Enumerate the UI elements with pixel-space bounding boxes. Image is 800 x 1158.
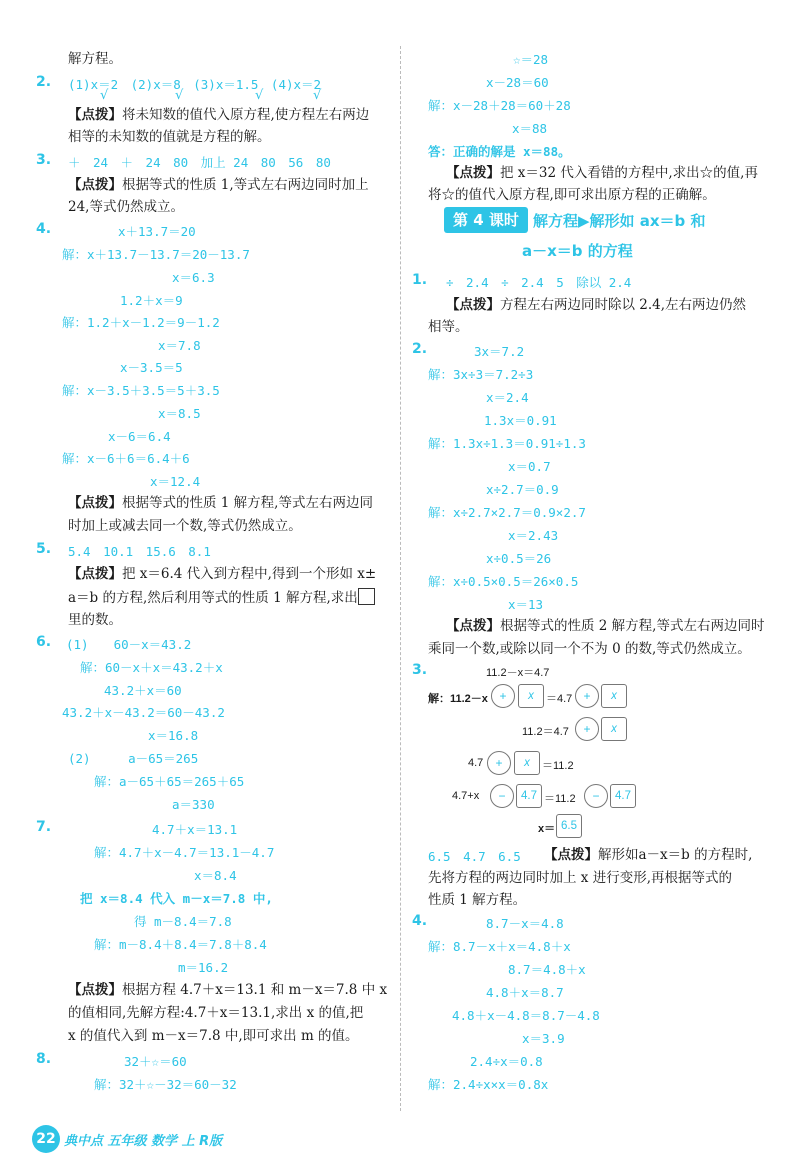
tip-label: 【点拨】 bbox=[446, 297, 500, 313]
equation-line: 43.2＋x－43.2＝60－43.2 bbox=[62, 705, 225, 720]
equation-line: ＝11.2 bbox=[544, 793, 576, 805]
equation-line: 4.8＋x＝8.7 bbox=[486, 985, 564, 1000]
equation-line: x＝3.9 bbox=[522, 1031, 565, 1046]
q4-number: 4. bbox=[36, 221, 52, 237]
equation-line: 解：x÷2.7×2.7＝0.9×2.7 bbox=[428, 505, 586, 520]
equation-line: 解：32＋☆－32＝60－32 bbox=[94, 1077, 237, 1092]
equation-line: 8.7－x＝4.8 bbox=[486, 916, 564, 931]
q3-number: 3. bbox=[36, 152, 52, 168]
equation-line: ＝4.7 bbox=[546, 693, 573, 705]
q7-number: 7. bbox=[36, 819, 52, 835]
q7-tip-cont2: x 的值代入到 m－x＝7.8 中,即可求出 m 的值。 bbox=[68, 1028, 359, 1044]
q3-answers: ＋ 24 ＋ 24 80 加上 24 80 56 80 bbox=[68, 155, 331, 170]
equation-line: 1.3x＝0.91 bbox=[484, 413, 557, 428]
page-number: 22 bbox=[32, 1125, 60, 1153]
equation-line: 2.4÷x＝0.8 bbox=[470, 1054, 543, 1069]
blank-x: x bbox=[518, 684, 544, 708]
lesson-badge: 第 4 课时 bbox=[444, 207, 528, 233]
equation-line: ☆＝28 bbox=[513, 52, 549, 67]
q2-answers: (1)x＝2 (2)x＝8 (3)x＝1.5 (4)x＝2 bbox=[68, 77, 322, 92]
r-tip1-cont: 将☆的值代入原方程,即可求出原方程的正确解。 bbox=[428, 187, 716, 203]
q5-number: 5. bbox=[36, 541, 52, 557]
equation-line: x＝8.4 bbox=[194, 868, 237, 883]
equation-line: 把 x＝8.4 代入 m－x＝7.8 中, bbox=[80, 891, 273, 906]
q2-tip: 【点拨】将未知数的值代入原方程,使方程左右两边 bbox=[68, 107, 370, 123]
q5-tip: 【点拨】把 x＝6.4 代入到方程中,得到一个形如 x± bbox=[68, 566, 377, 582]
equation-line: x＝8.5 bbox=[158, 406, 201, 421]
r-tip1: 【点拨】把 x＝32 代入看错的方程中,求出☆的值,再 bbox=[446, 165, 758, 181]
equation-line: 得 m－8.4＝7.8 bbox=[134, 914, 232, 929]
operator-plus: + bbox=[487, 751, 511, 775]
tip-label: 【点拨】 bbox=[68, 982, 122, 998]
equation-line: 11.2＝4.7 bbox=[522, 726, 569, 738]
equation-line: 解：1.2＋x－1.2＝9－1.2 bbox=[62, 315, 220, 330]
equation-line: 8.7＝4.8＋x bbox=[508, 962, 586, 977]
r-q3-answers: 6.5 4.7 6.5 bbox=[428, 849, 521, 864]
q4-tip: 【点拨】根据等式的性质 1 解方程,等式左右两边同 bbox=[68, 495, 373, 511]
equation-line: 解：60－x＋x＝43.2＋x bbox=[80, 660, 223, 675]
equation-line: 解：4.7＋x－4.7＝13.1－4.7 bbox=[94, 845, 275, 860]
equation-line: 解：x－6＋6＝6.4＋6 bbox=[62, 451, 190, 466]
equation-line: x＝0.7 bbox=[508, 459, 551, 474]
r-q1-number: 1. bbox=[412, 272, 428, 288]
q6-number: 6. bbox=[36, 634, 52, 650]
blank-x: x bbox=[514, 751, 540, 775]
equation-line: m＝16.2 bbox=[178, 960, 229, 975]
continued-text: 解方程。 bbox=[68, 51, 122, 67]
equation-line: 4.7+x bbox=[452, 790, 480, 802]
q4-tip-cont: 时加上或减去同一个数,等式仍然成立。 bbox=[68, 518, 302, 534]
operator-plus: + bbox=[491, 684, 515, 708]
equation-line: x－6＝6.4 bbox=[108, 429, 171, 444]
equation-line: x＝16.8 bbox=[148, 728, 199, 743]
equation-line: x÷0.5＝26 bbox=[486, 551, 552, 566]
operator-plus: + bbox=[575, 717, 599, 741]
equation-line: (1) 60－x＝43.2 bbox=[66, 637, 192, 652]
equation-line: 4.7 bbox=[468, 757, 484, 769]
lesson-title: 解方程▶解形如 ax＝b 和 bbox=[533, 212, 706, 230]
blank-value: 4.7 bbox=[610, 784, 636, 808]
equation-line: x＝13 bbox=[508, 597, 544, 612]
equation-line: x＝ bbox=[538, 823, 556, 835]
equation-line: 解：2.4÷x×x＝0.8x bbox=[428, 1077, 549, 1092]
equation-line: x＝2.4 bbox=[486, 390, 529, 405]
blank-x: x bbox=[601, 684, 627, 708]
tip-label: 【点拨】 bbox=[68, 566, 122, 582]
q5-answers: 5.4 10.1 15.6 8.1 bbox=[68, 544, 211, 559]
equation-line: x＋13.7＝20 bbox=[118, 224, 196, 239]
answer-line: 答：正确的解是 x＝88。 bbox=[428, 144, 571, 159]
q2-tip-cont: 相等的未知数的值就是方程的解。 bbox=[68, 129, 271, 145]
equation-line: x－3.5＝5 bbox=[120, 360, 183, 375]
equation-line: 解：1.3x÷1.3＝0.91÷1.3 bbox=[428, 436, 586, 451]
blank-value: 4.7 bbox=[516, 784, 542, 808]
equation-line: 1.2＋x＝9 bbox=[120, 293, 183, 308]
equation-line: 4.8＋x－4.8＝8.7－4.8 bbox=[452, 1008, 600, 1023]
tip-label: 【点拨】 bbox=[68, 107, 122, 123]
equation-line: 解：a－65＋65＝265＋65 bbox=[94, 774, 245, 789]
r-q1-tip-cont: 相等。 bbox=[428, 319, 469, 335]
r-q3-tip: 【点拨】解形如a－x＝b 的方程时, bbox=[544, 847, 753, 863]
blank-x: x bbox=[601, 717, 627, 741]
r-q2-tip: 【点拨】根据等式的性质 2 解方程,等式左右两边同时 bbox=[446, 618, 765, 634]
q2-number: 2. bbox=[36, 74, 52, 90]
r-q3-number: 3. bbox=[412, 662, 428, 678]
equation-line: 3x＝7.2 bbox=[474, 344, 525, 359]
equation-line: 32＋☆＝60 bbox=[124, 1054, 187, 1069]
equation-line: (2) a－65＝265 bbox=[68, 751, 199, 766]
equation-line: x－28＝60 bbox=[486, 75, 549, 90]
lesson-title-2: a－x＝b 的方程 bbox=[522, 242, 633, 260]
equation-line: 解：x－3.5＋3.5＝5＋3.5 bbox=[62, 383, 220, 398]
q5-tip-cont2: 里的数。 bbox=[68, 612, 122, 628]
tip-label: 【点拨】 bbox=[544, 847, 598, 863]
r-q2-tip-cont: 乘同一个数,或除以同一个不为 0 的数,等式仍然成立。 bbox=[428, 641, 751, 657]
tip-label: 【点拨】 bbox=[68, 177, 122, 193]
q3-tip-cont: 24,等式仍然成立。 bbox=[68, 199, 184, 215]
tip-label: 【点拨】 bbox=[68, 495, 122, 511]
q7-tip: 【点拨】根据方程 4.7＋x＝13.1 和 m－x＝7.8 中 x bbox=[68, 982, 388, 998]
column-divider bbox=[400, 46, 401, 1111]
equation-line: 解：x－28＋28＝60＋28 bbox=[428, 98, 571, 113]
tip-label: 【点拨】 bbox=[446, 165, 500, 181]
equation-line: x＝6.3 bbox=[172, 270, 215, 285]
equation-line: ＝11.2 bbox=[542, 760, 574, 772]
equation-line: 11.2－x＝4.7 bbox=[486, 667, 550, 679]
q5-tip-cont: a＝b 的方程,然后利用等式的性质 1 解方程,求出 bbox=[68, 588, 375, 607]
operator-plus: + bbox=[575, 684, 599, 708]
tip-label: 【点拨】 bbox=[446, 618, 500, 634]
operator-minus: − bbox=[490, 784, 514, 808]
equation-line: 解：8.7－x＋x＝4.8＋x bbox=[428, 939, 571, 954]
footer-title: 典中点 五年级 数学 上 R版 bbox=[64, 1134, 223, 1149]
check-icon: √ bbox=[175, 88, 184, 103]
q3-tip: 【点拨】根据等式的性质 1,等式左右两边同时加上 bbox=[68, 177, 369, 193]
equation-line: a＝330 bbox=[172, 797, 215, 812]
equation-line: x＝2.43 bbox=[508, 528, 559, 543]
r-q4-number: 4. bbox=[412, 913, 428, 929]
blank-box bbox=[358, 588, 375, 605]
equation-line: 4.7＋x＝13.1 bbox=[152, 822, 238, 837]
equation-line: 解：3x÷3＝7.2÷3 bbox=[428, 367, 534, 382]
r-q2-number: 2. bbox=[412, 341, 428, 357]
r-q1-tip: 【点拨】方程左右两边同时除以 2.4,左右两边仍然 bbox=[446, 297, 747, 313]
equation-line: x＝88 bbox=[512, 121, 548, 136]
q8-number: 8. bbox=[36, 1051, 52, 1067]
equation-line: x＝7.8 bbox=[158, 338, 201, 353]
equation-line: 解：11.2－x bbox=[428, 693, 488, 705]
r-q1-answers: ÷ 2.4 ÷ 2.4 5 除以 2.4 bbox=[446, 275, 632, 290]
r-q3-tip-cont2: 性质 1 解方程。 bbox=[428, 892, 527, 908]
equation-line: 解：x＋13.7－13.7＝20－13.7 bbox=[62, 247, 250, 262]
check-icon: √ bbox=[313, 88, 322, 103]
check-icon: √ bbox=[255, 88, 264, 103]
r-q3-tip-cont: 先将方程的两边同时加上 x 进行变形,再根据等式的 bbox=[428, 870, 732, 886]
q7-tip-cont: 的值相同,先解方程:4.7＋x＝13.1,求出 x 的值,把 bbox=[68, 1005, 364, 1021]
equation-line: 解：m－8.4＋8.4＝7.8＋8.4 bbox=[94, 937, 267, 952]
operator-minus: − bbox=[584, 784, 608, 808]
equation-line: 43.2＋x＝60 bbox=[104, 683, 182, 698]
check-icon: √ bbox=[100, 88, 109, 103]
equation-line: 解：x÷0.5×0.5＝26×0.5 bbox=[428, 574, 579, 589]
blank-value: 6.5 bbox=[556, 814, 582, 838]
equation-line: x＝12.4 bbox=[150, 474, 201, 489]
equation-line: x÷2.7＝0.9 bbox=[486, 482, 559, 497]
